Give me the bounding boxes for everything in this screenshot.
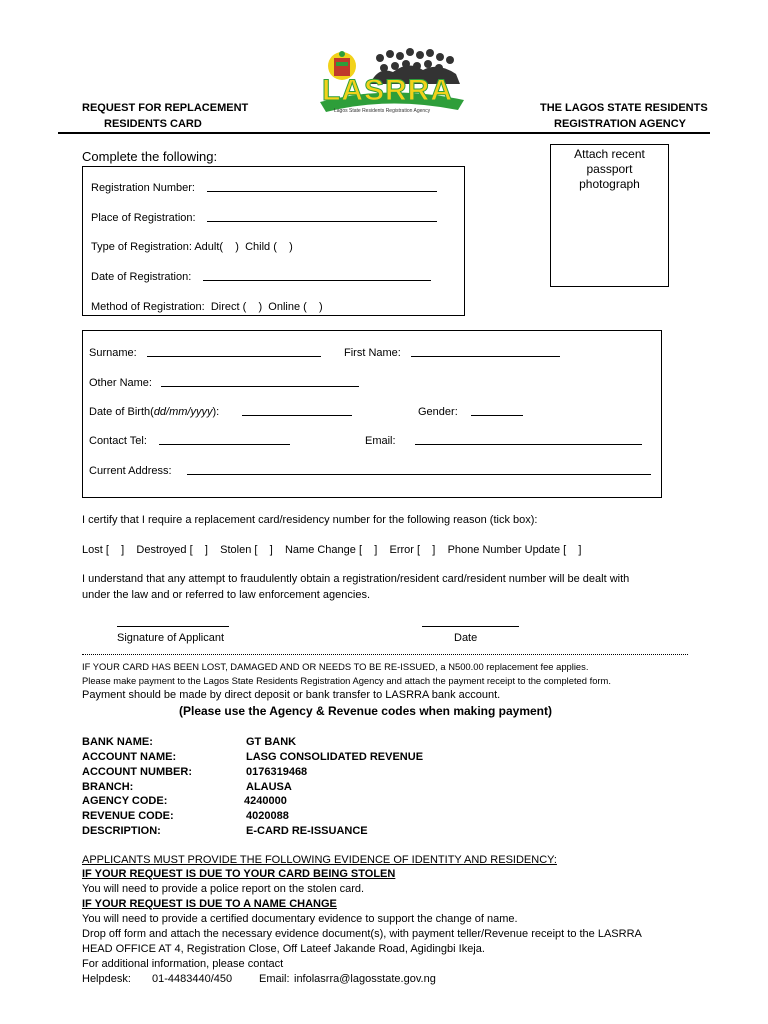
photo-line3: photograph: [579, 177, 640, 191]
contact-label: Contact Tel:: [89, 435, 147, 447]
bank-label-6: DESCRIPTION:: [82, 825, 161, 837]
bank-label-1: ACCOUNT NAME:: [82, 751, 177, 763]
dob-format: dd/mm/yyyy: [153, 406, 213, 418]
place-label: Place of Registration:: [91, 212, 196, 224]
bank-value-5: 4020088: [246, 810, 289, 822]
gender-field[interactable]: [471, 415, 523, 416]
first-name-label: First Name:: [344, 347, 401, 359]
signature-field[interactable]: [117, 626, 229, 627]
certify-text: I certify that I require a replacement card/residency number for the following reason (tick box):: [82, 514, 538, 526]
dropoff-line1: Drop off form and attach the necessary evidence document(s), with payment teller/Revenue receipt to the LASRRA: [82, 928, 642, 940]
payment-line4: (Please use the Agency & Revenue codes when making payment): [179, 704, 553, 718]
gender-label: Gender:: [418, 406, 458, 418]
personal-info-box: [82, 330, 662, 498]
payment-line3: Payment should be made by direct deposit or bank transfer to LASRRA bank account.: [82, 689, 501, 701]
bank-value-2: 0176319468: [246, 766, 308, 778]
surname-label: Surname:: [89, 347, 137, 359]
surname-field[interactable]: [147, 356, 321, 357]
lasrra-logo: [318, 44, 464, 120]
evidence-heading: APPLICANTS MUST PROVIDE THE FOLLOWING EVIDENCE OF IDENTITY AND RESIDENCY:: [82, 854, 557, 866]
date-signature-label: Date: [454, 632, 478, 644]
address-label: Current Address:: [89, 465, 172, 477]
bank-value-0: GT BANK: [246, 736, 297, 748]
signature-label: Signature of Applicant: [117, 632, 225, 644]
first-name-field[interactable]: [411, 356, 560, 357]
bank-label-4: AGENCY CODE:: [82, 795, 168, 807]
email-contact-label: Email:: [259, 973, 290, 985]
helpdesk-phone[interactable]: 01-4483440/450: [152, 973, 233, 985]
bank-value-3: ALAUSA: [246, 781, 292, 793]
photo-line1: Attach recent: [574, 147, 645, 161]
registration-info-box: [82, 166, 465, 316]
date-label: Date of Registration:: [91, 271, 192, 283]
header-right-line2: REGISTRATION AGENCY: [554, 118, 687, 130]
bank-value-6: E-CARD RE-ISSUANCE: [246, 825, 368, 837]
reason-checkboxes[interactable]: Lost [ ] Destroyed [ ] Stolen [ ] Name Change [ ] Error [ ] Phone Number Update [ ]: [82, 544, 582, 556]
header-right-line1: THE LAGOS STATE RESIDENTS: [540, 102, 708, 114]
other-name-label: Other Name:: [89, 377, 152, 389]
name-change-text: You will need to provide a certified documentary evidence to support the change of name.: [82, 913, 518, 925]
header-left-line1: REQUEST FOR REPLACEMENT: [82, 102, 249, 114]
bank-value-4: 4240000: [244, 795, 287, 807]
stolen-heading: IF YOUR REQUEST IS DUE TO YOUR CARD BEING STOLEN: [82, 868, 396, 880]
dotted-separator: [82, 654, 688, 655]
email-field[interactable]: [415, 444, 642, 445]
reg-number-field[interactable]: [207, 191, 437, 192]
header-rule: [58, 132, 710, 134]
contact-field[interactable]: [159, 444, 290, 445]
photo-line2: passport: [586, 162, 633, 176]
bank-label-2: ACCOUNT NUMBER:: [82, 766, 192, 778]
date-field[interactable]: [203, 280, 431, 281]
dob-suffix: ):: [212, 406, 220, 418]
photo-box[interactable]: [550, 144, 669, 287]
bank-label-0: BANK NAME:: [82, 736, 153, 748]
dob-label: [89, 406, 219, 418]
email-contact-link[interactable]: infolasrra@lagosstate.gov.ng: [294, 973, 436, 985]
section1-title: Complete the following:: [82, 149, 218, 164]
dropoff-line2: HEAD OFFICE AT 4, Registration Close, Off Lateef Jakande Road, Agidingbi Ikeja.: [82, 943, 485, 955]
name-change-heading: IF YOUR REQUEST IS DUE TO A NAME CHANGE: [82, 898, 337, 910]
reg-number-label: Registration Number:: [91, 182, 195, 194]
method-label[interactable]: Method of Registration: Direct ( ) Online ( ): [91, 301, 323, 313]
helpdesk-label: Helpdesk:: [82, 973, 131, 985]
payment-line2: Please make payment to the Lagos State Residents Registration Agency and attach the payment receipt to the completed form.: [82, 675, 611, 686]
date-signature-field[interactable]: [422, 626, 519, 627]
address-field[interactable]: [187, 474, 651, 475]
payment-line1: IF YOUR CARD HAS BEEN LOST, DAMAGED AND OR NEEDS TO BE RE-ISSUED, a N500.00 replacement fee applies.: [82, 661, 589, 672]
bank-label-5: REVENUE CODE:: [82, 810, 174, 822]
dob-prefix: Date of Birth(: [89, 406, 154, 418]
info-text: For additional information, please contact: [82, 958, 284, 970]
type-label[interactable]: Type of Registration: Adult( ) Child ( ): [91, 241, 293, 253]
other-name-field[interactable]: [161, 386, 359, 387]
header-left-line2: RESIDENTS CARD: [104, 118, 202, 130]
place-field[interactable]: [207, 221, 437, 222]
understand-line2: under the law and or referred to law enforcement agencies.: [82, 589, 370, 601]
understand-line1: I understand that any attempt to fraudulently obtain a registration/resident card/resident number will be dealt with: [82, 573, 630, 585]
bank-value-1: LASG CONSOLIDATED REVENUE: [246, 751, 424, 763]
logo-text: LASRRA: [322, 74, 453, 107]
email-label: Email:: [365, 435, 396, 447]
stolen-text: You will need to provide a police report on the stolen card.: [82, 883, 365, 895]
dob-field[interactable]: [242, 415, 352, 416]
logo-tagline: Lagos State Residents Registration Agency: [334, 108, 431, 114]
bank-label-3: BRANCH:: [82, 781, 134, 793]
